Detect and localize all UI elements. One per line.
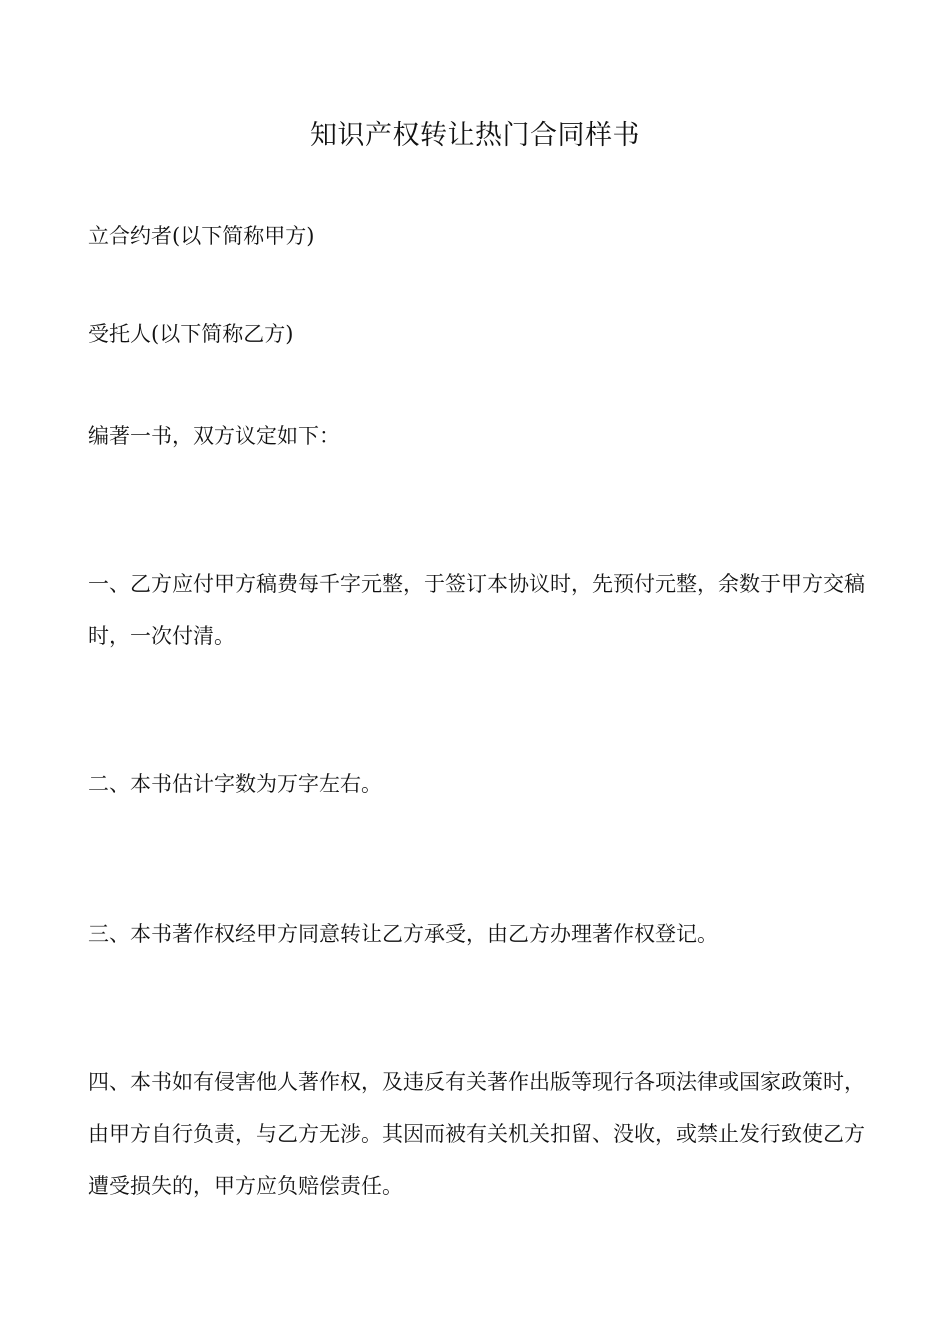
clause-3: 三、本书著作权经甲方同意转让乙方承受，由乙方办理著作权登记。 (88, 922, 718, 946)
party-a-line: 立合约者(以下简称甲方) (88, 224, 315, 248)
party-b-line: 受托人(以下简称乙方) (88, 322, 294, 346)
clause-2: 二、本书估计字数为万字左右。 (88, 772, 382, 796)
clause-4: 四、本书如有侵害他人著作权，及违反有关著作出版等现行各项法律或国家政策时，由甲方自行负责，与乙方无涉。其因而被有关机关扣留、没收，或禁止发行致使乙方遭受损失的，甲方应负赔偿责任。 (88, 1070, 865, 1198)
intro-line: 编著一书，双方议定如下： (88, 424, 340, 448)
document-title: 知识产权转让热门合同样书 (310, 120, 640, 151)
clause-1: 一、乙方应付甲方稿费每千字元整，于签订本协议时，先预付元整，余数于甲方交稿时，一次付清。 (88, 572, 865, 648)
